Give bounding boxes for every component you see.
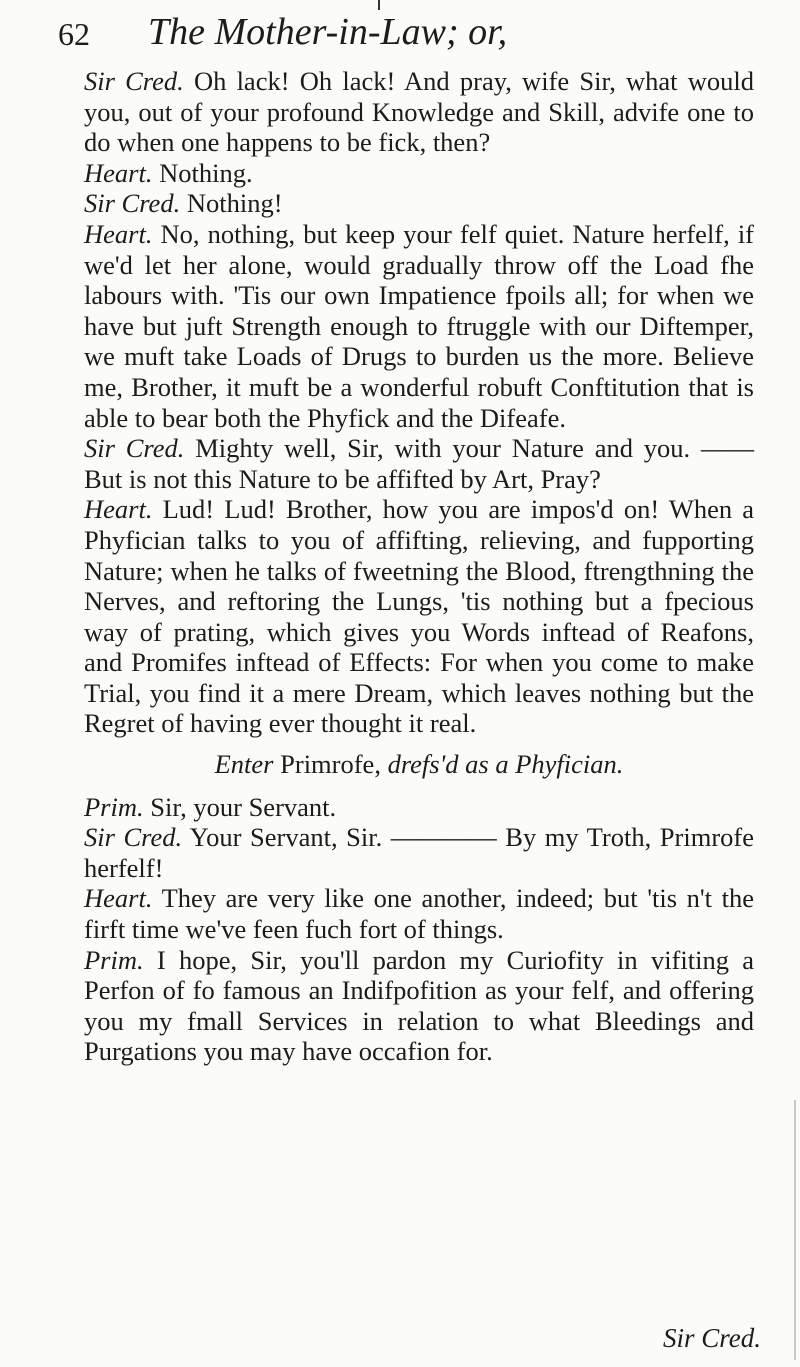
speech-text: No, nothing, but keep your felf quiet. Nature herfelf, if we'd let her alone, would gradually throw off the Load fhe labours with. 'Tis our own Impatience fpoils all; for when we have but juft Strength enough to ftruggle with our Diftemper, we muft take Loads of Drugs to burden us the more. Believe me, Brother, it muft be a wonderful robuft Conftitution that is able to bear both the Phyfick and the Difeafe. (84, 218, 755, 433)
speech-10 (84, 945, 754, 1067)
speaker: Sir Cred. (84, 188, 181, 219)
speaker: Heart. (84, 157, 153, 188)
catchword: Sir Cred. (663, 1323, 762, 1353)
speaker: Sir Cred. (84, 433, 185, 464)
speaker: Prim. (84, 944, 144, 975)
speech-3 (84, 188, 754, 219)
speech-7 (84, 792, 754, 823)
speech-text: I hope, Sir, you'll pardon my Curiofity in vifiting a Perfon of fo famous an Indifpofition as your felf, and offering you my fmall Services in relation to what Bleedings and Purgations you may have occafion for. (84, 944, 754, 1067)
speech-text: Nothing. (159, 157, 253, 188)
speaker: Heart. (84, 883, 153, 914)
speech-text: Nothing! (186, 188, 283, 219)
speech-text: Mighty well, Sir, with your Nature and you. —— But is not this Nature to be affifted by Art, Pray? (84, 433, 754, 494)
speech-8 (84, 822, 754, 883)
speaker: Heart. (84, 218, 153, 249)
speaker: Heart. (84, 494, 153, 525)
page-body (84, 66, 754, 1067)
speech-text: Your Servant, Sir. ———— By my Troth, Primrofe herfelf! (84, 822, 754, 883)
speech-4 (84, 219, 754, 433)
stage-enter: Enter (214, 749, 274, 780)
running-title: The Mother-in-Law; or, (148, 11, 508, 53)
page-edge-line (794, 1100, 796, 1360)
speech-text: Lud! Lud! Brother, how you are impos'd on! When a Phyfician talks to you of affifting, relieving, and fupporting Nature; when he talks of fweetning the Blood, ftrengthning the Nerves, and reftoring the Lungs, 'tis nothing but a fpecious way of prating, which gives you Words inftead of Reafons, and Promifes inftead of Effects: For when you come to make Trial, you find it a mere Dream, which leaves nothing but the Regret of having ever thought it real. (84, 494, 755, 739)
speech-9 (84, 883, 754, 944)
speech-text: They are very like one another, indeed; but 'tis n't the firft time we've feen fuch fort of things. (84, 883, 754, 945)
stage-direction (84, 749, 754, 780)
stage-character: Primrofe, (280, 749, 381, 780)
binding-mark (378, 0, 380, 10)
speech-6 (84, 494, 754, 739)
speech-2 (84, 158, 754, 189)
speech-5 (84, 433, 754, 494)
speaker: Sir Cred. (84, 822, 183, 853)
speaker: Prim. (84, 791, 144, 822)
speaker: Sir Cred. (84, 66, 184, 96)
speech-text: Oh lack! Oh lack! And pray, wife Sir, what would you, out of your profound Knowledge and Skill, advife one to do when one happens to be fick, then? (84, 66, 755, 158)
speech-1 (84, 66, 754, 158)
page-header (58, 10, 758, 62)
speech-text: Sir, your Servant. (150, 791, 337, 822)
page-number: 62 (58, 16, 90, 52)
stage-rest: drefs'd as a Phyfician. (387, 749, 624, 780)
